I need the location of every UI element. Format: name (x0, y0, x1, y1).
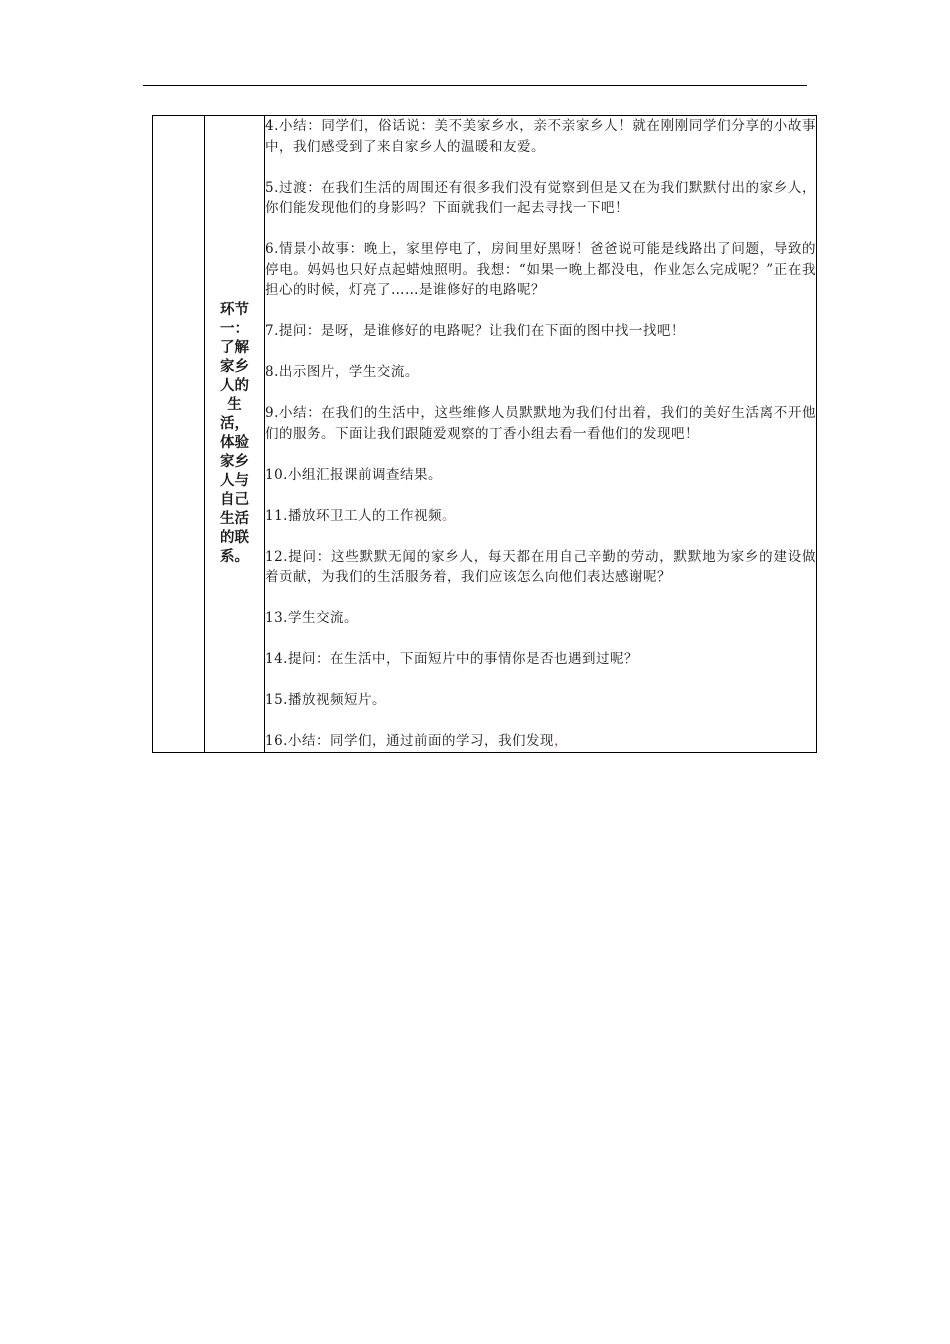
step-5: 5.过渡：在我们生活的周围还有很多我们没有觉察到但是又在为我们默默付出的家乡人，你们能发现他们的身影吗？下面就我们一起去寻找一下吧！ (265, 179, 816, 216)
step-14: 14.提问：在生活中，下面短片中的事情你是否也遇到过呢？ (265, 651, 638, 667)
table-row (153, 116, 817, 753)
step-8: 8.出示图片，学生交流。 (265, 364, 419, 380)
step-16 (265, 731, 816, 752)
blank-cell (153, 116, 205, 753)
step-16-mark: ， (553, 733, 568, 749)
step-9: 9.小结：在我们的生活中，这些维修人员默默地为我们付出着，我们的美好生活离不开他们的服务。下面让我们跟随爱观察的丁香小组去看一看他们的发现吧！ (265, 405, 816, 442)
step-4: 4.小结：同学们，俗话说：美不美家乡水，亲不亲家乡人！就在刚刚同学们分享的小故事中，我们感受到了来自家乡人的温暖和友爱。 (265, 118, 816, 155)
step-6: 6.情景小故事：晚上，家里停电了，房间里好黑呀！爸爸说可能是线路出了问题，导致的停电。妈妈也只好点起蜡烛照明。我想：“如果一晚上都没电，作业怎么完成呢？”正在我担心的时候，灯亮了……是谁修好的电路呢？ (265, 241, 816, 298)
header-rule (143, 85, 807, 86)
step-11-text: 11.播放环卫工人的工作视频 (265, 507, 442, 524)
section-cell (205, 116, 265, 753)
step-16-text: 16.小结：同学们，通过前面的学习，我们发现 (265, 733, 554, 749)
lesson-plan-table (152, 115, 817, 753)
step-11-mark: 。 (441, 507, 456, 524)
step-7: 7.提问：是呀，是谁修好的电路呢？让我们在下面的图中找一找吧！ (265, 323, 685, 339)
step-15: 15.播放视频短片。 (265, 692, 386, 708)
step-13: 13.学生交流。 (265, 610, 358, 626)
step-10: 10.小组汇报课前调查结果。 (265, 466, 442, 483)
step-12: 12.提问：这些默默无闻的家乡人，每天都在用自己辛勤的劳动，默默地为家乡的建设做着贡献，为我们的生活服务着，我们应该怎么向他们表达感谢呢？ (265, 548, 816, 585)
section-title: 环节一：了解家乡人的生活，体验家乡人与自己生活的联系。 (220, 301, 249, 565)
steps-cell (265, 116, 817, 753)
step-11 (265, 506, 816, 527)
